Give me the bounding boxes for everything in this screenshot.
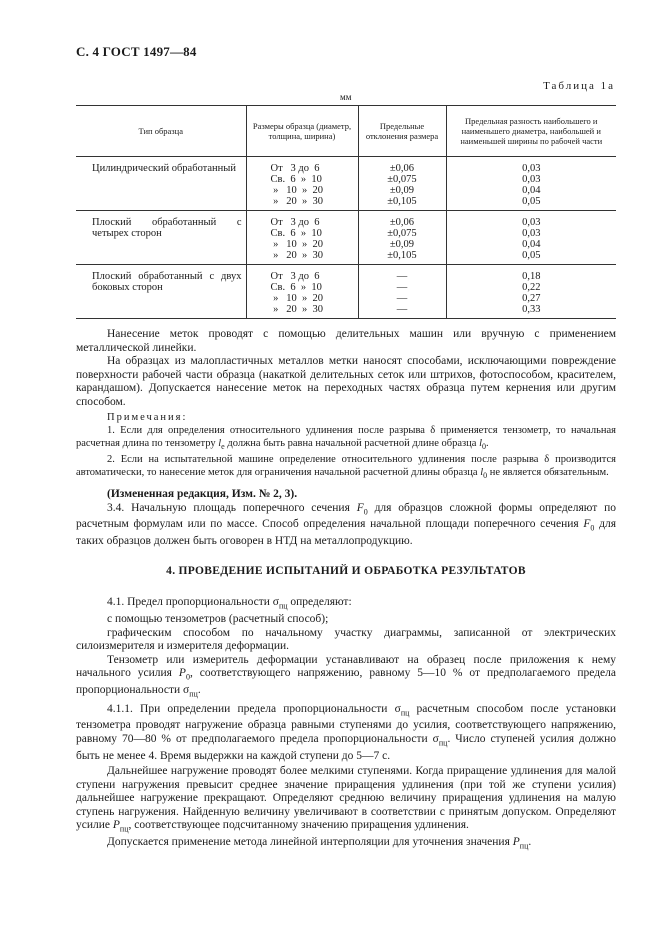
- difference-value: 0,18: [522, 271, 541, 282]
- specimen-tolerance-table: [76, 105, 616, 319]
- difference-value: 0,33: [522, 304, 541, 315]
- deviation-value: ±0,075: [387, 174, 417, 185]
- size-value: От 3 до 6: [270, 217, 320, 228]
- note-2: 2. Если на испытательной машине определение относительного удлинения после разрыва δ производится автоматически, то нанесение меток для ограничения начальной расчетной длины образца $l_0$ не является обязательным.: [76, 454, 616, 481]
- difference-value-cell: [446, 211, 616, 265]
- difference-value: 0,27: [522, 293, 541, 304]
- size-value: » 10 » 20: [270, 185, 323, 196]
- paragraph-4-1: 4.1. Предел пропорциональности $\sigma_{пц}$ определяют:: [107, 596, 352, 611]
- deviation-value-cell: [358, 265, 446, 319]
- notes-title: Примечания:: [107, 412, 188, 423]
- size-value-cell: [246, 265, 358, 319]
- table-row: [76, 211, 616, 265]
- specimen-type-cell: Плоский обработанный с двух боковых сторон: [76, 265, 246, 319]
- deviation-value: ±0,105: [387, 196, 417, 207]
- paragraph-low-plastic: На образцах из малопластичных металлов метки наносят способами, исключающими повреждение поверхности рабочей части образца (накаткой делительных сеток или штрихов, фотоспособом, красителем, карандашом). Допускается нанесение меток на переходных частях образца путем кернения или другим способом.: [76, 355, 616, 408]
- paragraph-further-loading: Дальнейшее нагружение проводят более мелкими ступенями. Когда приращение удлинения для малой ступени нагружения превысит среднее значение приращения удлинения (при той же ступени усилия) дальнейшее нагружение прекращают. Определяют среднюю величину приращения удлинения на малую ступень нагружения. Найденную величину увеличивают в соответствии с принятым допуском. Определяют усилие $P_{пц}$, соответствующее подсчитанному значению приращения удлинения.: [76, 765, 616, 834]
- paragraph-marks: Нанесение меток проводят с помощью делительных машин или вручную с применением металлической линейки.: [76, 328, 616, 354]
- table-caption: Таблица 1а: [543, 80, 615, 92]
- col-header-deviations: Предельные отклонения размера: [358, 106, 446, 157]
- size-value: От 3 до 6: [270, 271, 320, 282]
- difference-value: 0,04: [522, 185, 541, 196]
- table-header-row: [76, 106, 616, 157]
- size-value: Св. 6 » 10: [270, 282, 322, 293]
- paragraph-4-1-method-2: графическим способом по начальному участку диаграммы, записанной от электрических силоизмерителя и измерителя деформации.: [76, 626, 616, 653]
- amendment-note: (Измененная редакция, Изм. № 2, 3).: [107, 488, 298, 501]
- table-body: [76, 157, 616, 319]
- difference-value: 0,05: [522, 250, 541, 261]
- difference-value: 0,03: [522, 174, 541, 185]
- paragraph-4-1-1: 4.1.1. При определении предела пропорциональности $\sigma_{пц}$ расчетным способом после установки тензометра проводят нагружение образца равными ступенями до усилия, соответствующего напряжению, равному 70—80 % от предполагаемого предела пропорциональности $\sigma_{пц}$. Число ступеней усилия должно быть не менее 4. Время выдержки на каждой ступени до 5—7 с.: [76, 702, 616, 762]
- deviation-value-cell: [358, 211, 446, 265]
- difference-value: 0,22: [522, 282, 541, 293]
- page-header: С. 4 ГОСТ 1497—84: [76, 44, 197, 59]
- size-value: От 3 до 6: [270, 163, 320, 174]
- size-value: » 20 » 30: [270, 196, 323, 207]
- difference-value: 0,03: [522, 163, 541, 174]
- size-value-cell: [246, 157, 358, 211]
- table-row: [76, 157, 616, 211]
- specimen-type-cell: Плоский обработанный с четырех сторон: [76, 211, 246, 265]
- size-value: » 20 » 30: [270, 304, 323, 315]
- table-unit: мм: [340, 92, 352, 102]
- difference-value-cell: [446, 265, 616, 319]
- note-1: 1. Если для определения относительного удлинения после разрыва δ применяется тензометр, то начальная расчетная длина по тензометру $l_е$ должна быть равна начальной расчетной длине образца $l_0$.: [76, 425, 616, 452]
- difference-value: 0,05: [522, 196, 541, 207]
- col-header-sizes: Размеры образца (диаметр, толщина, ширина): [246, 106, 358, 157]
- deviation-value: ±0,06: [389, 217, 415, 228]
- deviation-value: —: [396, 282, 408, 293]
- deviation-value: —: [396, 271, 408, 282]
- body-text-block: [76, 328, 616, 853]
- paragraph-interpolation: Допускается применение метода линейной интерполяции для уточнения значения $P_{пц}$.: [107, 836, 532, 851]
- size-value: » 10 » 20: [270, 293, 323, 304]
- size-value: Св. 6 » 10: [270, 228, 322, 239]
- size-value: Св. 6 » 10: [270, 174, 322, 185]
- paragraph-4-1-method-1: с помощью тензометров (расчетный способ);: [107, 613, 329, 626]
- difference-value: 0,03: [522, 228, 541, 239]
- deviation-value: ±0,09: [389, 185, 415, 196]
- paragraph-3-4: 3.4. Начальную площадь поперечного сечения $F_0$ для образцов сложной формы определяют по расчетным формулам или по массе. Способ определения начальной площади поперечного сечения $F_0$ для таких образцов должен быть оговорен в НТД на металлопродукцию.: [76, 501, 617, 548]
- deviation-value: ±0,075: [387, 228, 417, 239]
- size-value: » 10 » 20: [270, 239, 323, 250]
- size-value: » 20 » 30: [270, 250, 323, 261]
- deviation-value: ±0,105: [387, 250, 417, 261]
- section-4-title: 4. ПРОВЕДЕНИЕ ИСПЫТАНИЙ И ОБРАБОТКА РЕЗУЛЬТАТОВ: [166, 564, 526, 577]
- size-value-cell: [246, 211, 358, 265]
- paragraph-4-1-tensometer: Тензометр или измеритель деформации устанавливают на образец после приложения к нему начального усилия $P_0$, соответствующего напряжению, равному 5—10 % от предполагаемого предела пропорциональности $\sigma_{пц}$.: [76, 653, 617, 699]
- deviation-value: —: [396, 304, 408, 315]
- col-header-type: Тип образца: [76, 106, 246, 157]
- table-row: [76, 265, 616, 319]
- specimen-type-cell: Цилиндрический обработанный: [92, 163, 236, 174]
- difference-value: 0,03: [522, 217, 541, 228]
- col-header-differences: Предельная разность наибольшего и наименьшего диаметра, наибольшей и наименьшей ширины по рабочей части: [446, 106, 616, 157]
- difference-value-cell: [446, 157, 616, 211]
- deviation-value: —: [396, 293, 408, 304]
- deviation-value-cell: [358, 157, 446, 211]
- deviation-value: ±0,09: [389, 239, 415, 250]
- difference-value: 0,04: [522, 239, 541, 250]
- deviation-value: ±0,06: [389, 163, 415, 174]
